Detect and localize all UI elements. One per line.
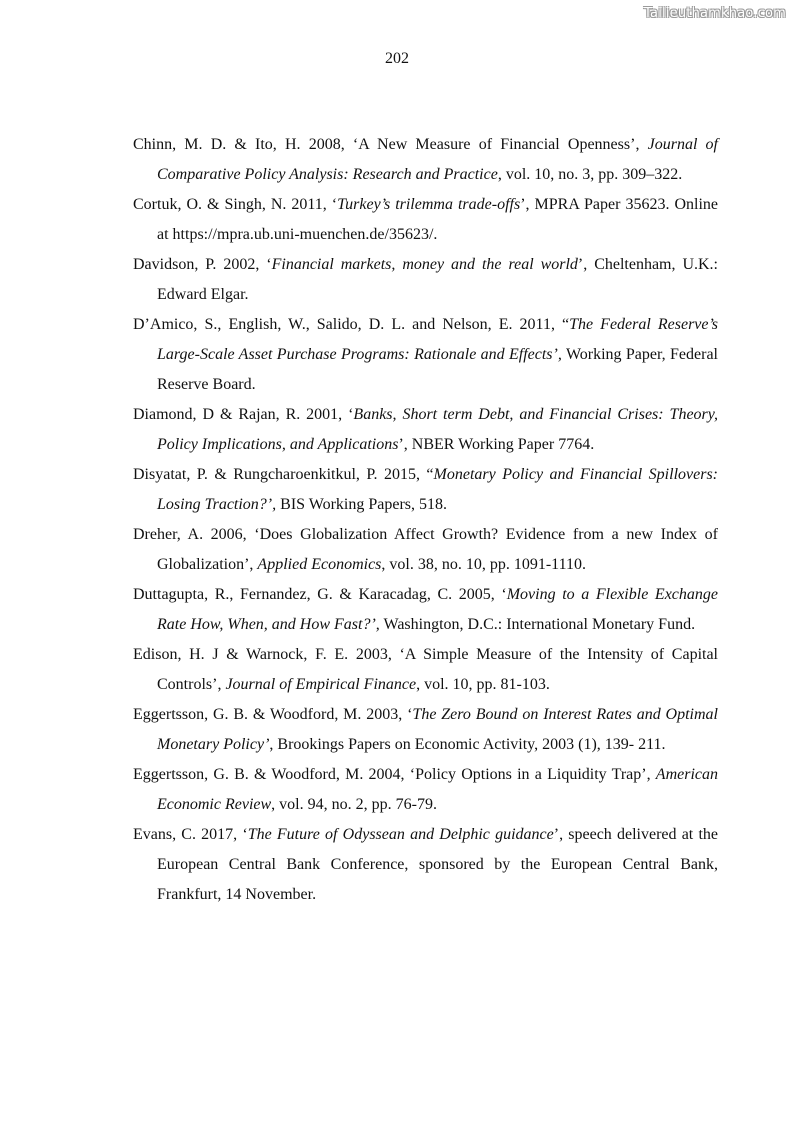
watermark: Tailieuthamkhao.com xyxy=(644,6,786,21)
reference-text: ’, MPRA Paper 35623. Online at https://mpra.ub.uni-muenchen.de/35623/. xyxy=(157,196,719,243)
reference-entry xyxy=(133,130,718,190)
reference-entry xyxy=(133,820,718,910)
reference-entry xyxy=(133,400,718,460)
reference-title-italic: Turkey’s trilemma trade-offs xyxy=(337,196,521,213)
reference-list xyxy=(133,130,718,910)
reference-text: Davidson, P. 2002, ‘ xyxy=(133,256,272,273)
reference-text: Evans, C. 2017, ‘ xyxy=(133,826,248,843)
reference-text: Diamond, D & Rajan, R. 2001, ‘ xyxy=(133,406,354,423)
reference-title-italic: The Zero Bound on Interest Rates and Optimal Monetary Policy’ xyxy=(157,706,719,753)
reference-text: Eggertsson, G. B. & Woodford, M. 2003, ‘ xyxy=(133,706,413,723)
reference-text: , vol. 38, no. 10, pp. 1091-1110. xyxy=(381,556,586,573)
reference-title-italic: Journal of Empirical Finance xyxy=(225,676,417,693)
reference-title-italic: The Future of Odyssean and Delphic guidance xyxy=(247,826,554,843)
reference-title-italic: Banks, Short term Debt, and Financial Crises: Theory, Policy Implications, and Applications xyxy=(157,406,718,453)
reference-text: ’, NBER Working Paper 7764. xyxy=(398,436,595,453)
reference-text: BIS Working Papers, 518. xyxy=(276,496,447,513)
reference-text: Cortuk, O. & Singh, N. 2011, ‘ xyxy=(133,196,338,213)
reference-title-italic: Financial markets, money and the real world xyxy=(271,256,578,273)
reference-text: Eggertsson, G. B. & Woodford, M. 2004, ‘Policy Options in a Liquidity Trap’, xyxy=(133,766,656,783)
reference-title-italic: American Economic Review xyxy=(157,766,718,813)
reference-text: ’, speech delivered at the European Central Bank Conference, sponsored by the European Central Bank, Frankfurt, 14 November. xyxy=(157,826,718,903)
reference-title-italic: Moving to a Flexible Exchange Rate How, When, and How Fast?’, xyxy=(157,586,718,633)
reference-entry xyxy=(133,190,718,250)
reference-text: Duttagupta, R., Fernandez, G. & Karacadag, C. 2005, ‘ xyxy=(133,586,507,603)
reference-text: Edison, H. J & Warnock, F. E. 2003, ‘A Simple Measure of the Intensity of Capital Controls’, xyxy=(133,646,718,693)
reference-text: , vol. 10, no. 3, pp. 309–322. xyxy=(497,166,683,183)
reference-text: , vol. 94, no. 2, pp. 76-79. xyxy=(271,796,437,813)
reference-entry xyxy=(133,640,718,700)
reference-text: , vol. 10, pp. 81-103. xyxy=(416,676,550,693)
reference-title-italic: Monetary Policy and Financial Spillovers: Losing Traction?’, xyxy=(157,466,718,513)
reference-text: Dreher, A. 2006, ‘Does Globalization Affect Growth? Evidence from a new Index of Globalization’, xyxy=(133,526,718,573)
reference-entry xyxy=(133,700,718,760)
reference-text: Chinn, M. D. & Ito, H. 2008, ‘A New Measure of Financial Openness’, xyxy=(133,136,648,153)
reference-entry xyxy=(133,310,718,400)
reference-text: , Brookings Papers on Economic Activity, 2003 (1), 139- 211. xyxy=(269,736,666,753)
reference-text: D’Amico, S., English, W., Salido, D. L. and Nelson, E. 2011, “ xyxy=(133,316,570,333)
reference-entry xyxy=(133,460,718,520)
reference-text: Washington, D.C.: International Monetary Fund. xyxy=(379,616,696,633)
reference-entry xyxy=(133,580,718,640)
reference-entry xyxy=(133,760,718,820)
reference-entry xyxy=(133,520,718,580)
reference-title-italic: Journal of Comparative Policy Analysis: Research and Practice xyxy=(157,136,718,183)
reference-text: ’, Cheltenham, U.K.: Edward Elgar. xyxy=(157,256,718,303)
reference-text: Disyatat, P. & Rungcharoenkitkul, P. 2015, “ xyxy=(133,466,434,483)
reference-title-italic: Applied Economics xyxy=(257,556,382,573)
reference-text: Working Paper, Federal Reserve Board. xyxy=(157,346,719,393)
page-number: 202 xyxy=(385,50,409,67)
reference-title-italic: The Federal Reserve’s Large-Scale Asset Purchase Programs: Rationale and Effects’, xyxy=(157,316,718,363)
reference-entry xyxy=(133,250,718,310)
